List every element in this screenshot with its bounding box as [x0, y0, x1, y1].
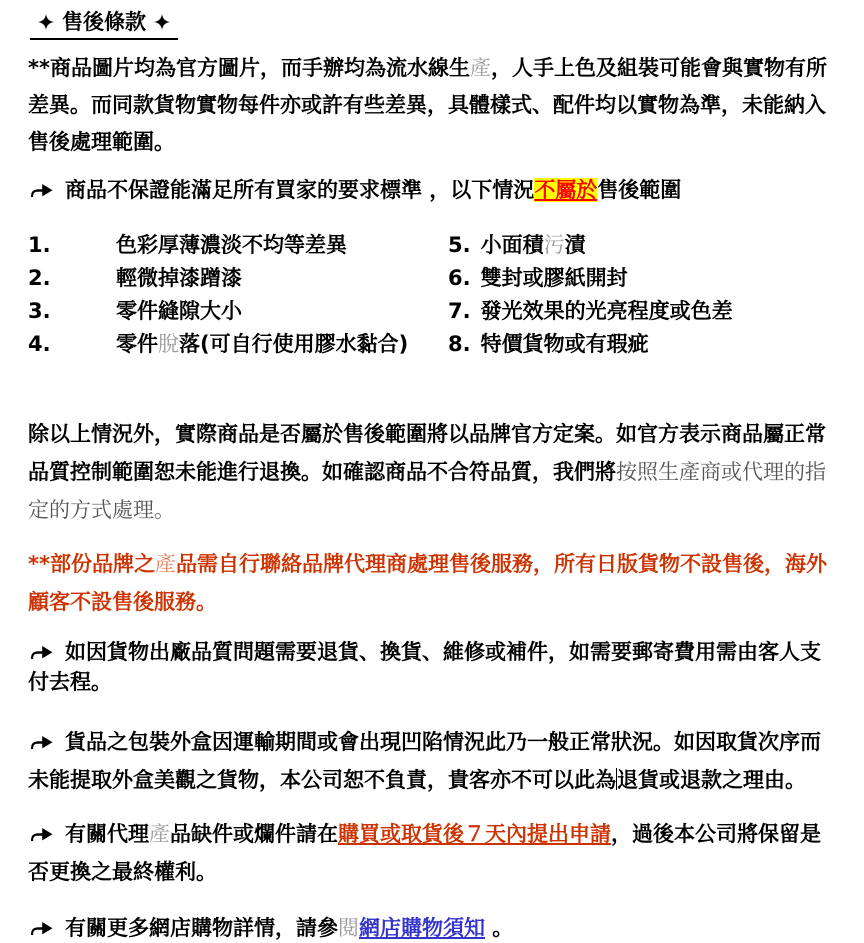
missing-parts-text [28, 822, 821, 884]
shipping-fee-text [28, 640, 821, 694]
list-item [448, 262, 840, 295]
text-run: 輕微掉漆蹭漆 [116, 266, 242, 290]
text-run: 產 [149, 822, 170, 846]
text-run: 特價貨物或有瑕疵 [480, 332, 649, 356]
text-run: ，過後本公司將保留是否更換之最終權利。 [28, 822, 821, 884]
item-text [481, 229, 586, 262]
text-run: **商品圖片均為官方圖片，而手辦均為流水線生 [28, 56, 470, 80]
item-text [481, 262, 628, 295]
text-run: 發光效果的光亮程度或色差 [480, 299, 733, 323]
packaging-paragraph [28, 723, 840, 799]
text-run: 漬 [564, 233, 586, 257]
list-item [28, 262, 448, 295]
list-item [448, 295, 840, 328]
item-number: 7. [448, 299, 471, 323]
four-pointed-star-icon [38, 14, 54, 30]
text-run: 小面積 [480, 233, 544, 257]
right-arrow-icon [28, 733, 54, 750]
item-number: 4. [28, 332, 51, 356]
exclusions-row [28, 229, 840, 262]
missing-parts-paragraph [28, 815, 840, 891]
text-run: ，人手上色及組裝可能會與實物有所差異。而同款貨物實物每件亦或許有些差異，具體樣式、配件均以實物為準，未能納入售後處理範圍。 [28, 56, 827, 154]
coverage-notice-text [65, 178, 681, 202]
right-arrow-icon [28, 181, 54, 198]
not-covered-highlight: 不屬於 [534, 178, 598, 202]
page-title-text: 售後條款 [62, 10, 146, 34]
exclusions-row [28, 328, 840, 361]
right-arrow-icon [28, 825, 54, 842]
item-text [116, 262, 242, 295]
item-number: 8. [448, 332, 471, 356]
packaging-text [28, 730, 821, 792]
more-info-paragraph [28, 913, 840, 943]
text-run: 閱 [338, 916, 359, 940]
item-number: 3. [28, 299, 51, 323]
text-run: 零件縫隙大小 [116, 299, 242, 323]
item-number: 2. [28, 266, 51, 290]
text-run: 品缺件或爛件請在 [170, 822, 338, 846]
text-run: 污 [543, 233, 565, 257]
text-run: **部份品牌之 [28, 552, 155, 576]
store-shopping-notes-link[interactable]: 網店購物須知 [359, 916, 485, 940]
text-run: 有關更多網店購物詳情，請參 [65, 916, 338, 940]
text-run: 商品不保證能滿足所有買家的要求標準 ，以下情況 [65, 178, 535, 202]
text-run: 脫 [158, 332, 179, 356]
item-text [116, 229, 347, 262]
right-arrow-icon [28, 643, 54, 660]
item-text [481, 295, 733, 328]
exclusions-row [28, 295, 840, 328]
text-run: 除以上情況外，實際商品是否屬於售後範圍將以品牌官方定案。如官方表示商品屬正常品質控制範圍恕未能進行退換。如確認商品不合符品質，我們將 [28, 422, 826, 484]
claim-deadline-link[interactable]: 購買或取貨後７天內提出申請 [338, 822, 611, 846]
item-text [481, 328, 649, 361]
text-run: 零件 [116, 332, 158, 356]
text-run: 有關代理 [65, 822, 149, 846]
list-item [28, 229, 448, 262]
exclusions-row [28, 262, 840, 295]
red-notice-paragraph [28, 545, 840, 621]
item-number: 6. [448, 266, 471, 290]
text-run: 貨品之包裝外盒因運輸期間或會出現凹陷情況此乃一般正常狀況。如因取貨次序而未能提取外盒美觀之貨物，本公司恕不負責，貴客亦不可以此為 [28, 730, 821, 792]
text-run: 按照生產商或代理的指定的方式處理。 [28, 460, 826, 522]
text-run: 產 [154, 552, 176, 576]
brand-decision-paragraph [28, 415, 840, 529]
item-text [116, 328, 408, 361]
more-info-text [65, 916, 513, 940]
text-run: 如因貨物出廠品質問題需要退貨、換貨、維修或補件，如需要郵寄費用需由客人支付去程。 [28, 640, 821, 694]
exclusions-list [28, 229, 840, 361]
right-arrow-icon [28, 919, 54, 936]
list-item [448, 229, 840, 262]
text-run: 售後範圍 [597, 178, 682, 202]
list-item [28, 295, 448, 328]
text-run: 產 [469, 56, 491, 80]
item-text [116, 295, 242, 328]
text-run: 色彩厚薄濃淡不均等差異 [116, 233, 347, 257]
text-run: 雙封或膠紙開封 [480, 266, 628, 290]
text-run: 。 [485, 916, 514, 940]
item-number: 5. [448, 233, 471, 257]
text-run: 退貨或退款之理由。 [617, 768, 806, 792]
intro-paragraph [28, 50, 840, 161]
item-number: 1. [28, 233, 51, 257]
list-item [448, 328, 840, 361]
list-item [28, 328, 448, 361]
page-title [30, 8, 178, 40]
text-run: 品需自行聯絡品牌代理商處理售後服務，所有日版貨物不設售後，海外顧客不設售後服務。 [28, 552, 827, 614]
four-pointed-star-icon [154, 14, 170, 30]
text-run: 落(可自行使用膠水黏合) [179, 332, 409, 356]
shipping-fee-paragraph [28, 637, 840, 697]
coverage-notice-paragraph [28, 175, 840, 205]
